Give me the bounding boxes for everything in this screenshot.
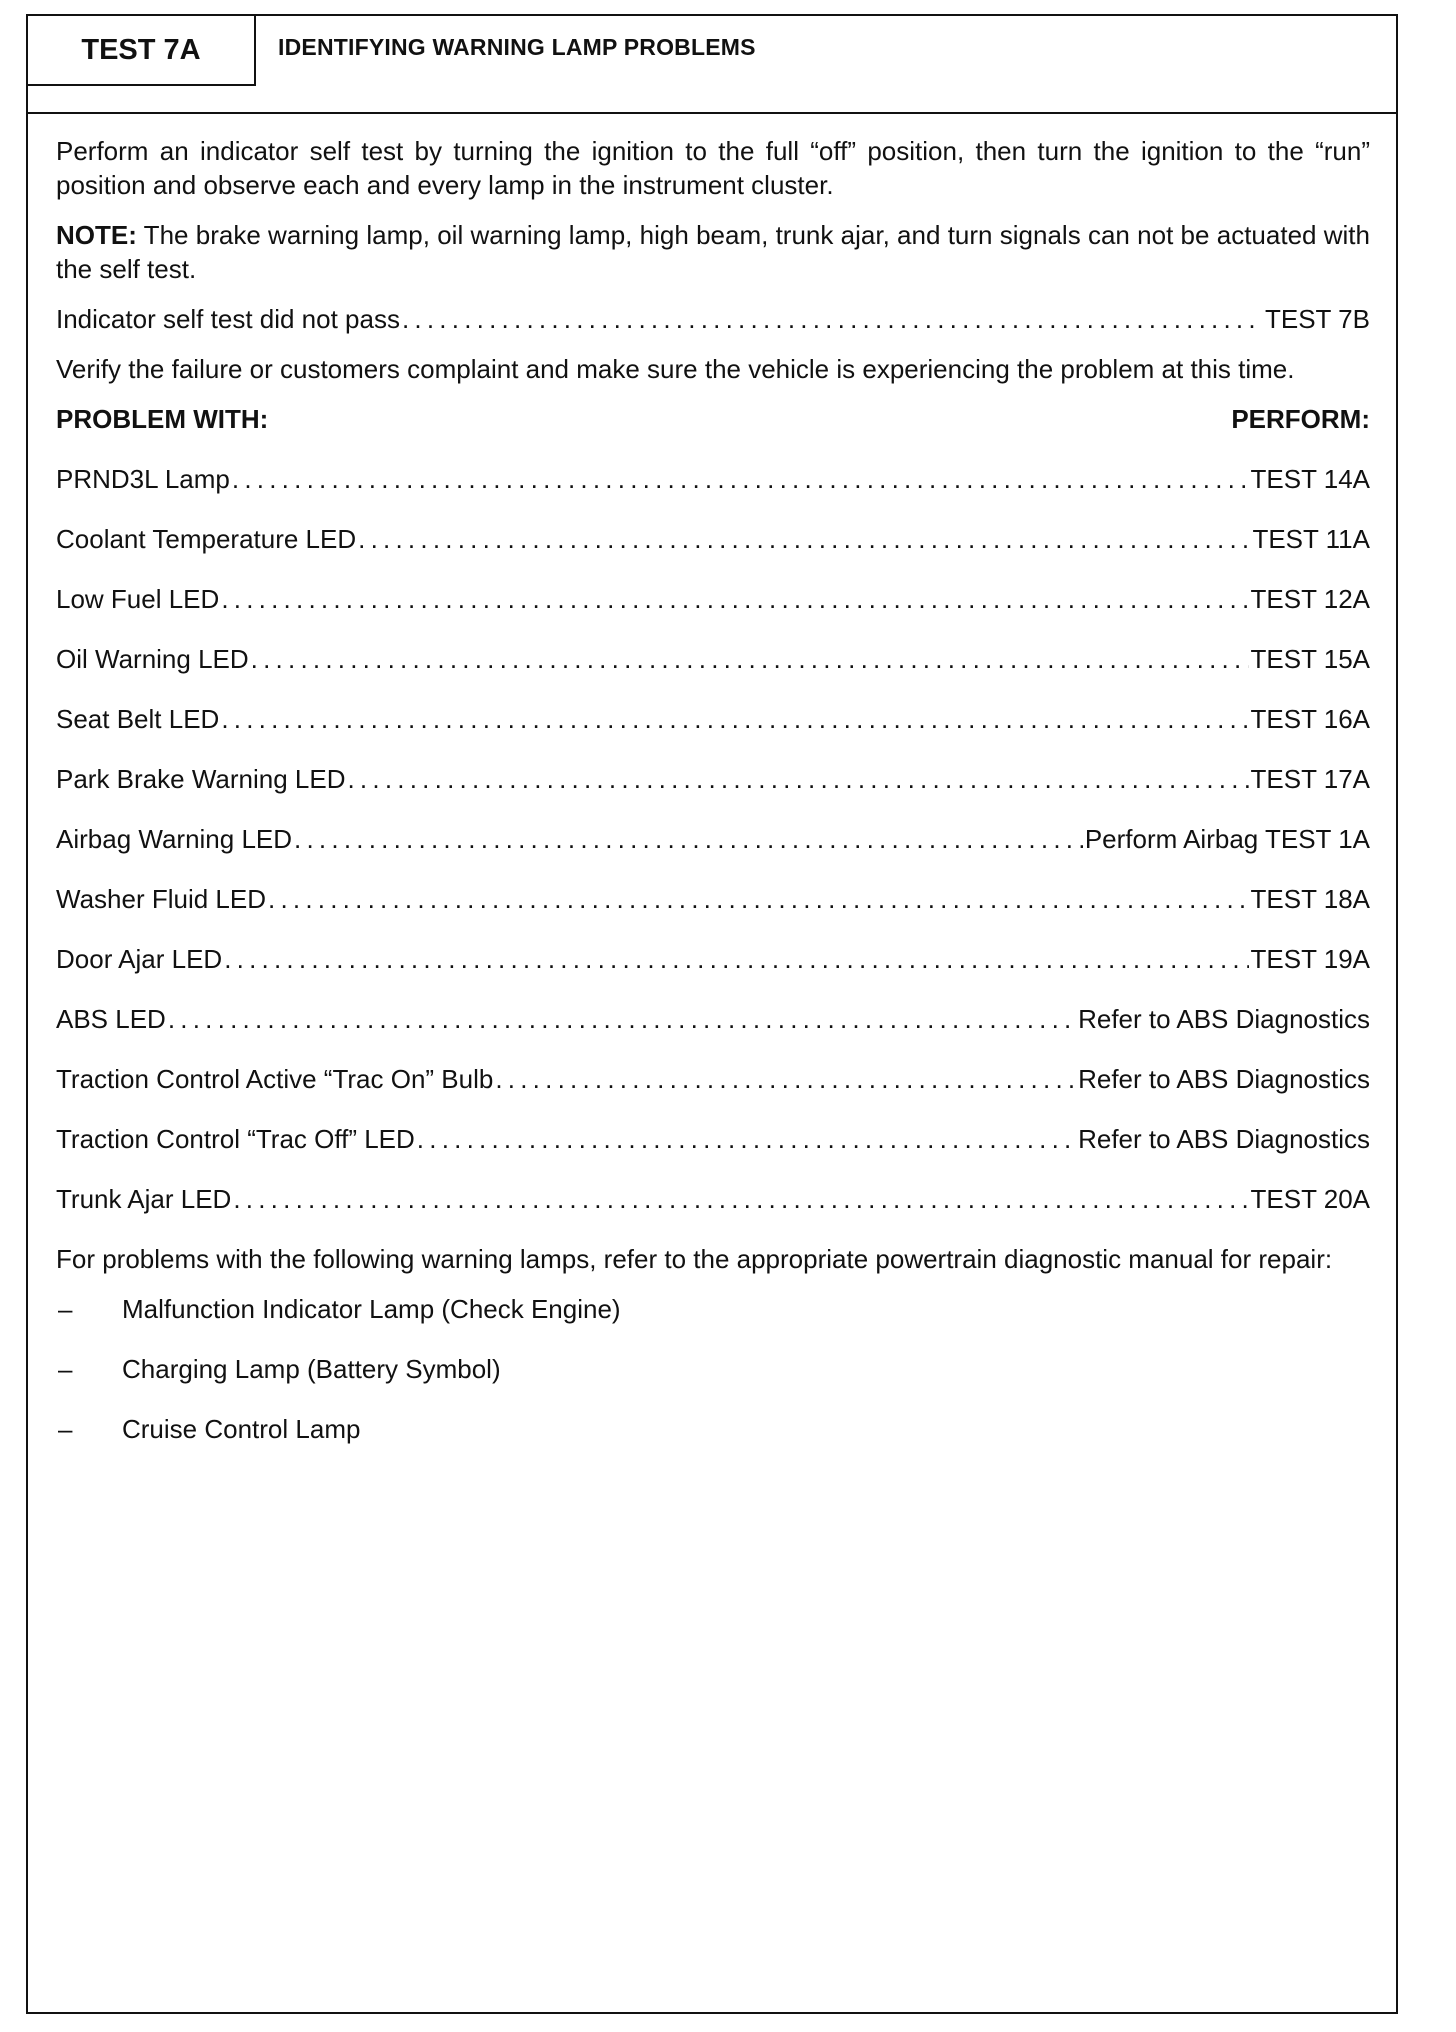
test-id: TEST 7A: [28, 16, 256, 86]
dot-leader: [358, 522, 1250, 556]
dot-leader: [402, 302, 1263, 336]
problem-label: Traction Control Active “Trac On” Bulb: [56, 1064, 494, 1094]
problem-label: Low Fuel LED: [56, 584, 220, 614]
list-item: [56, 1352, 1370, 1386]
table-row: [56, 1182, 1370, 1216]
perform-action: TEST 16A: [1250, 704, 1370, 734]
problem-label: Airbag Warning LED: [56, 824, 293, 854]
table-row: [56, 822, 1370, 856]
table-row: [56, 882, 1370, 916]
table-row: [56, 1002, 1370, 1036]
perform-action: Refer to ABS Diagnostics: [1078, 1064, 1370, 1094]
list-item: [56, 1292, 1370, 1326]
note-label: NOTE:: [56, 220, 137, 250]
problem-label: Seat Belt LED: [56, 704, 220, 734]
problem-label: PRND3L Lamp: [56, 464, 230, 494]
dot-leader: [233, 1182, 1248, 1216]
dot-leader: [221, 702, 1248, 736]
document-frame: [26, 14, 1398, 2014]
powertrain-note: For problems with the following warning lamps, refer to the appropriate powertrain diagnostic manual for repair:: [56, 1244, 1333, 1274]
problem-label: ABS LED: [56, 1004, 166, 1034]
problem-label: Washer Fluid LED: [56, 884, 266, 914]
powertrain-lamp-list: [56, 1292, 1370, 1446]
bullet-dash: –: [58, 1414, 73, 1444]
dot-leader: [268, 882, 1249, 916]
perform-action: Perform Airbag TEST 1A: [1084, 824, 1370, 854]
table-row: [56, 1062, 1370, 1096]
test-header: [28, 16, 1396, 114]
perform-action: TEST 20A: [1250, 1184, 1370, 1214]
problem-label: Park Brake Warning LED: [56, 764, 346, 794]
problem-label: Trunk Ajar LED: [56, 1184, 232, 1214]
table-row: [56, 942, 1370, 976]
dot-leader: [347, 762, 1248, 796]
problem-label: Coolant Temperature LED: [56, 524, 357, 554]
bullet-dash: –: [58, 1354, 73, 1384]
perform-action: TEST 12A: [1250, 584, 1370, 614]
problem-label: Door Ajar LED: [56, 944, 223, 974]
problem-label: Traction Control “Trac Off” LED: [56, 1124, 415, 1154]
table-row: [56, 702, 1370, 736]
dot-leader: [294, 822, 1083, 856]
note-paragraph: [56, 218, 1370, 286]
column-perform-header: PERFORM:: [1231, 404, 1370, 434]
dot-leader: [495, 1062, 1076, 1096]
lamp-name: Charging Lamp (Battery Symbol): [122, 1354, 501, 1384]
table-row: [56, 582, 1370, 616]
perform-action: TEST 15A: [1250, 644, 1370, 674]
perform-action: TEST 11A: [1252, 524, 1370, 554]
perform-action: TEST 19A: [1250, 944, 1370, 974]
bullet-dash: –: [58, 1294, 73, 1324]
column-problem-header: PROBLEM WITH:: [56, 404, 269, 434]
table-row: [56, 762, 1370, 796]
table-row: [56, 462, 1370, 496]
problem-list: [56, 462, 1370, 1216]
dot-leader: [221, 582, 1248, 616]
self-test-label: Indicator self test did not pass: [56, 304, 400, 334]
verify-paragraph: Verify the failure or customers complaint and make sure the vehicle is experiencing the problem at this time.: [56, 354, 1295, 384]
perform-action: TEST 17A: [1250, 764, 1370, 794]
dot-leader: [168, 1002, 1076, 1036]
dot-leader: [251, 642, 1249, 676]
test-title: IDENTIFYING WARNING LAMP PROBLEMS: [278, 34, 756, 60]
perform-action: TEST 18A: [1250, 884, 1370, 914]
table-header: [56, 402, 1370, 436]
table-row: [56, 642, 1370, 676]
intro-paragraph: Perform an indicator self test by turning the ignition to the full “off” position, then turn the ignition to the “run” position and observe each and every lamp in the instrument cluster.: [56, 136, 1370, 200]
lamp-name: Cruise Control Lamp: [122, 1414, 361, 1444]
note-text: The brake warning lamp, oil warning lamp, high beam, trunk ajar, and turn signals can not be actuated with the self test.: [56, 220, 1370, 284]
table-row: [56, 522, 1370, 556]
self-test-row: [56, 302, 1370, 336]
dot-leader: [417, 1122, 1076, 1156]
dot-leader: [224, 942, 1248, 976]
self-test-action: TEST 7B: [1264, 304, 1370, 334]
list-item: [56, 1412, 1370, 1446]
table-row: [56, 1122, 1370, 1156]
perform-action: TEST 14A: [1250, 464, 1370, 494]
problem-label: Oil Warning LED: [56, 644, 249, 674]
lamp-name: Malfunction Indicator Lamp (Check Engine): [122, 1294, 621, 1324]
perform-action: Refer to ABS Diagnostics: [1078, 1004, 1370, 1034]
document-body: [56, 134, 1370, 1472]
perform-action: Refer to ABS Diagnostics: [1078, 1124, 1370, 1154]
dot-leader: [232, 462, 1249, 496]
